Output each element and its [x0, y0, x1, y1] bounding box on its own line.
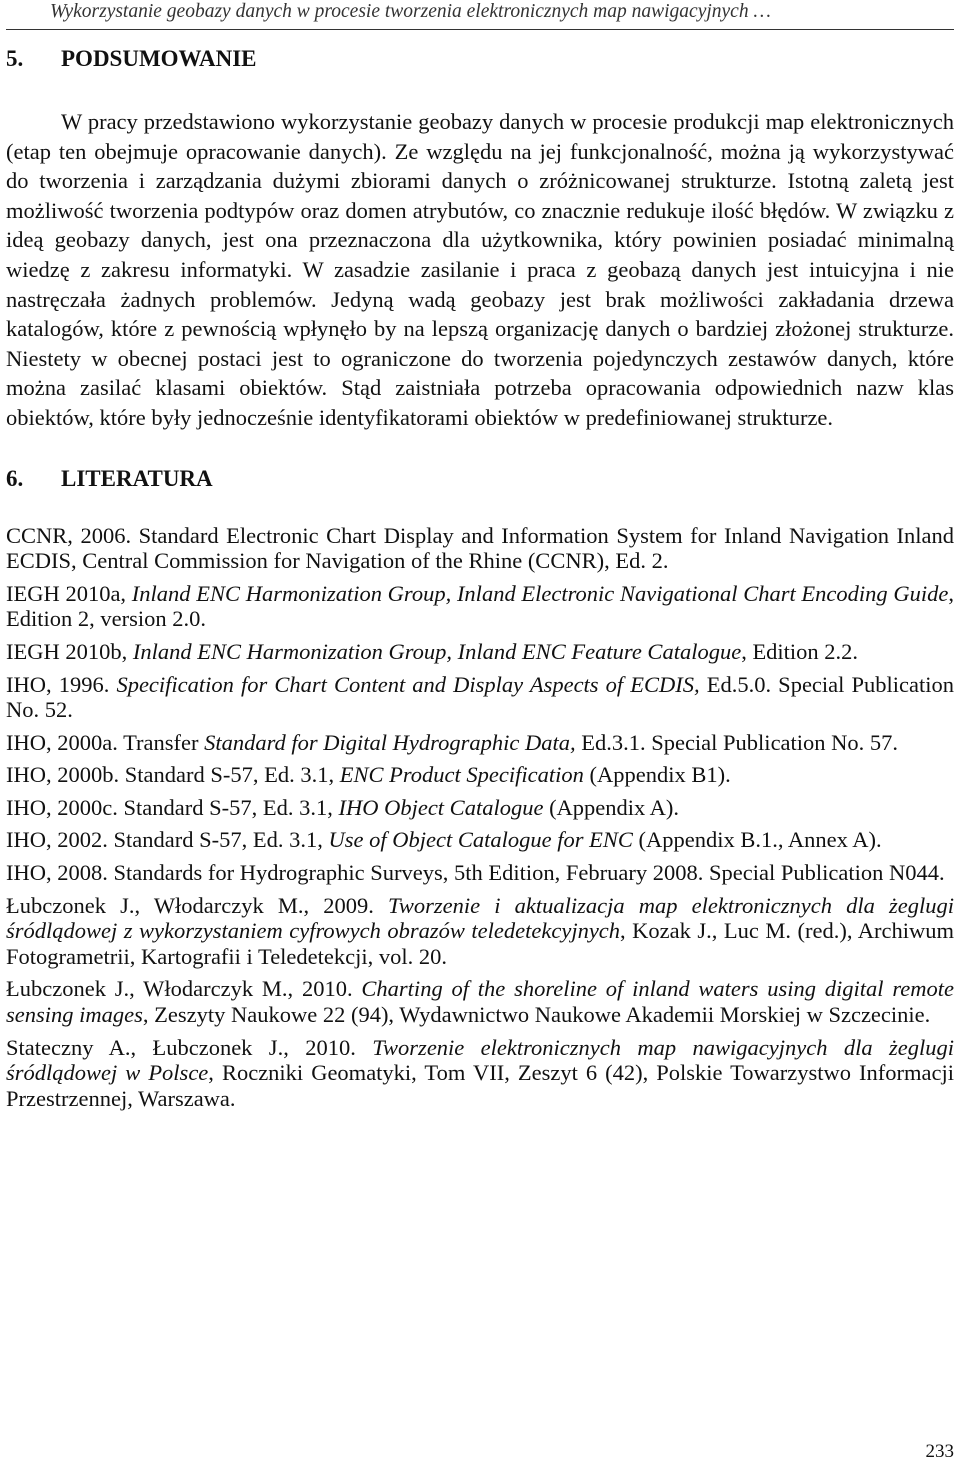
running-header [6, 0, 954, 30]
reference-item [6, 860, 954, 886]
reference-pre-text: IHO, 2000c. Standard S-57, Ed. 3.1, [6, 794, 339, 820]
section-title: PODSUMOWANIE [61, 46, 257, 71]
reference-post-text: , Edition 2.2. [741, 638, 859, 664]
reference-item [6, 827, 954, 853]
reference-italic-text: Charting of the shoreline of inland waters using digital remote sensing images [6, 976, 955, 1028]
reference-item [6, 523, 954, 574]
reference-post-text: (Appendix B.1., Annex A). [632, 827, 882, 853]
reference-italic-text: Standard for Digital Hydrographic Data, [204, 729, 576, 755]
reference-post-text: (Appendix A). [543, 794, 680, 820]
reference-post-text: , Kozak J., Luc M. (red.), Archiwum Fotogrametrii, Kartografii i Teledetekcji, vol. 20. [6, 918, 954, 969]
reference-item [6, 581, 954, 632]
reference-list [6, 523, 954, 1112]
section-number: 6. [6, 465, 24, 491]
page-content [6, 44, 954, 1118]
reference-italic-text: Inland ENC Harmonization Group, Inland ENC Feature Catalogue [132, 638, 742, 664]
summary-paragraph: W pracy przedstawiono wykorzystanie geobazy danych w procesie produkcji map elektronicznych (etap ten obejmuje opracowanie danych). Ze względu na jej funkcjonalność, można ją wykorzystywać do tworzenia i zarządzania dużymi zbiorami danych o zróżnicowanej strukturze. Istotną zaletą jest możliwość tworzenia podtypów oraz domen atrybutów, co znacznie redukuje ilość błędów. W związku z ideą geobazy danych, jest ona przeznaczona dla użytkownika, który powinien posiadać minimalną wiedzę z zakresu informatyki. W zasadzie zasilanie i praca z geobazą danych jest intuicyjna i nie nastręczała żadnych problemów. Jedyną wadą geobazy jest brak możliwości zakładania drzewa katalogów, które z pewnością wpłynęło by na lepszą organizację danych o bardziej złożonej strukturze. Niestety w obecnej postaci jest to ograniczone do tworzenia pojedynczych zestawów danych, które można zasilać klasami obiektów. Stąd zaistniała potrzeba opracowania odpowiednich nazw klas obiektów, które były jednocześnie identyfikatorami obiektów w predefiniowanej strukturze. [6, 109, 954, 430]
reference-pre-text: IHO, 1996. [6, 671, 117, 697]
reference-post-text: Ed.3.1. Special Publication No. 57. [575, 729, 899, 755]
reference-post-text: , Edition 2, version 2.0. [6, 580, 954, 632]
reference-pre-text: IEGH 2010a, [6, 580, 132, 606]
page-number: 233 [925, 1441, 954, 1462]
reference-italic-text: IHO Object Catalogue [338, 794, 544, 820]
reference-post-text: Ed.5.0. Special Publication No. 52. [6, 671, 954, 723]
reference-pre-text: IHO, 2000b. Standard S-57, Ed. 3.1, [6, 762, 340, 788]
section-heading-summary [6, 44, 954, 74]
reference-item [6, 976, 954, 1027]
reference-item [6, 893, 954, 970]
reference-item [6, 795, 954, 821]
reference-italic-text: Tworzenie elektronicznych map nawigacyjnych dla żeglugi śródlądowej w Polsce [6, 1034, 954, 1086]
reference-post-text: (Appendix B1). [583, 762, 731, 788]
section-title: LITERATURA [61, 465, 213, 491]
reference-post-text: , Roczniki Geomatyki, Tom VII, Zeszyt 6 (42), Polskie Towarzystwo Informacji Przestrzennej, Warszawa. [6, 1060, 954, 1111]
reference-italic-text: Specification for Chart Content and Display Aspects of ECDIS, [116, 671, 700, 697]
reference-pre-text: Stateczny A., Łubczonek J., 2010. [6, 1034, 373, 1060]
reference-pre-text: Łubczonek J., Włodarczyk M., 2010. [6, 976, 362, 1002]
reference-item [6, 730, 954, 756]
reference-pre-text: CCNR, 2006. Standard Electronic Chart Display and Information System for Inland Navigation Inland ECDIS, Central Commission for Navigation of the Rhine (CCNR), Ed. 2. [6, 522, 954, 574]
reference-pre-text: IHO, 2000a. Transfer [6, 729, 205, 755]
reference-italic-text: Use of Object Catalogue for ENC [328, 827, 633, 853]
reference-pre-text: IHO, 2008. Standards for Hydrographic Surveys, 5th Edition, February 2008. Special Publication N044. [6, 860, 945, 886]
reference-item [6, 762, 954, 788]
reference-item [6, 672, 954, 723]
reference-item [6, 639, 954, 665]
section-number: 5. [6, 46, 24, 71]
running-header-text: Wykorzystanie geobazy danych w procesie tworzenia elektronicznych map nawigacyjnych … [50, 1, 771, 22]
section-heading-references [6, 464, 954, 494]
reference-pre-text: IHO, 2002. Standard S-57, Ed. 3.1, [6, 827, 329, 853]
reference-post-text: , Zeszyty Naukowe 22 (94), Wydawnictwo Naukowe Akademii Morskiej w Szczecinie. [142, 1002, 931, 1028]
reference-italic-text: Tworzenie i aktualizacja map elektronicznych dla żeglugi śródlądowej z wykorzystaniem cyfrowych obrazów teledetekcyjnych [6, 892, 955, 944]
reference-italic-text: ENC Product Specification [339, 762, 584, 788]
reference-item [6, 1035, 954, 1112]
reference-pre-text: IEGH 2010b, [6, 638, 133, 664]
reference-pre-text: Łubczonek J., Włodarczyk M., 2009. [6, 892, 389, 918]
reference-italic-text: Inland ENC Harmonization Group, Inland Electronic Navigational Chart Encoding Guide [131, 580, 949, 606]
